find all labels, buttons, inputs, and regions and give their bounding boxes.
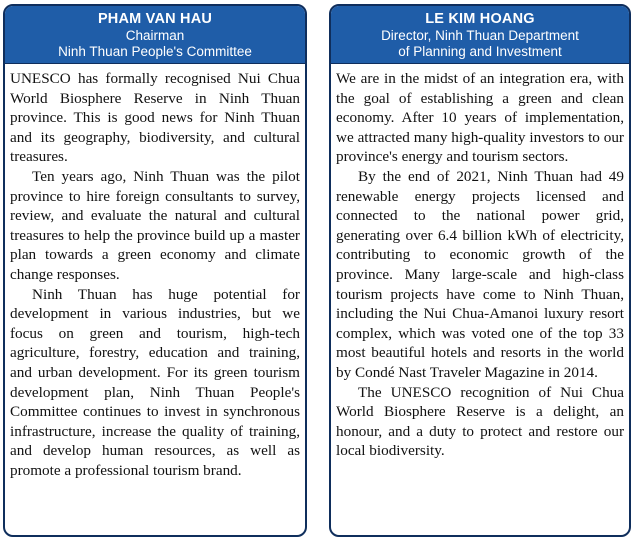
speaker-header bbox=[5, 6, 305, 64]
quote-box-pham-van-hau bbox=[3, 4, 307, 537]
quote-box-le-kim-hoang bbox=[329, 4, 631, 537]
speaker-title: Chairman bbox=[125, 28, 185, 43]
quote-paragraph: Ten years ago, Ninh Thuan was the pilot province to hire foreign consultants to survey, review, and evaluate the natural and cultural treasures to help the province build up a master plan towards a green economy and climate change responses. bbox=[10, 167, 300, 283]
quote-paragraph: The UNESCO recognition of Nui Chua World Biosphere Reserve is a delight, an honour, and a duty to protect and restore our local biodiversity. bbox=[336, 383, 624, 460]
speaker-name: LE KIM HOANG bbox=[425, 11, 535, 27]
quote-paragraph: We are in the midst of an integration era, with the goal of establishing a green and clean economy. After 10 years of implementation, we attracted many high-quality investors to our province's energy and tourism sectors. bbox=[336, 70, 624, 166]
speaker-organization: of Planning and Investment bbox=[398, 44, 562, 59]
quote-body bbox=[331, 64, 629, 461]
quote-body bbox=[5, 64, 305, 480]
speaker-title: Director, Ninh Thuan Department bbox=[381, 28, 579, 43]
quote-paragraph: Ninh Thuan has huge potential for development in various industries, but we focus on green and tourism, high-tech agriculture, forestry, education and training, and urban development. For its green tourism development plan, Ninh Thuan People's Committee continues to invest in synchronous infrastructure, increase the quality of training, and develop human resources, as well as promote a professional tourism brand. bbox=[10, 285, 300, 479]
speaker-name: PHAM VAN HAU bbox=[97, 11, 213, 27]
quote-paragraph: By the end of 2021, Ninh Thuan had 49 renewable energy projects licensed and connected to the national power grid, generating over 6.4 billion kWh of electricity, contributing to economic growth of the province. Many large-scale and high-class tourism projects have come to Ninh Thuan, including the Nui Chua-Amanoi luxury resort complex, which was voted one of the top 33 most beautiful hotels and resorts in the world by Condé Nast Traveler Magazine in 2014. bbox=[336, 167, 624, 381]
speaker-header bbox=[331, 6, 629, 64]
quote-paragraph: UNESCO has formally recognised Nui Chua World Biosphere Reserve in Ninh Thuan province. This is good news for Ninh Thuan and its geography, biodiversity, and cultural treasures. bbox=[10, 70, 300, 166]
speaker-organization: Ninh Thuan People's Committee bbox=[58, 44, 252, 59]
